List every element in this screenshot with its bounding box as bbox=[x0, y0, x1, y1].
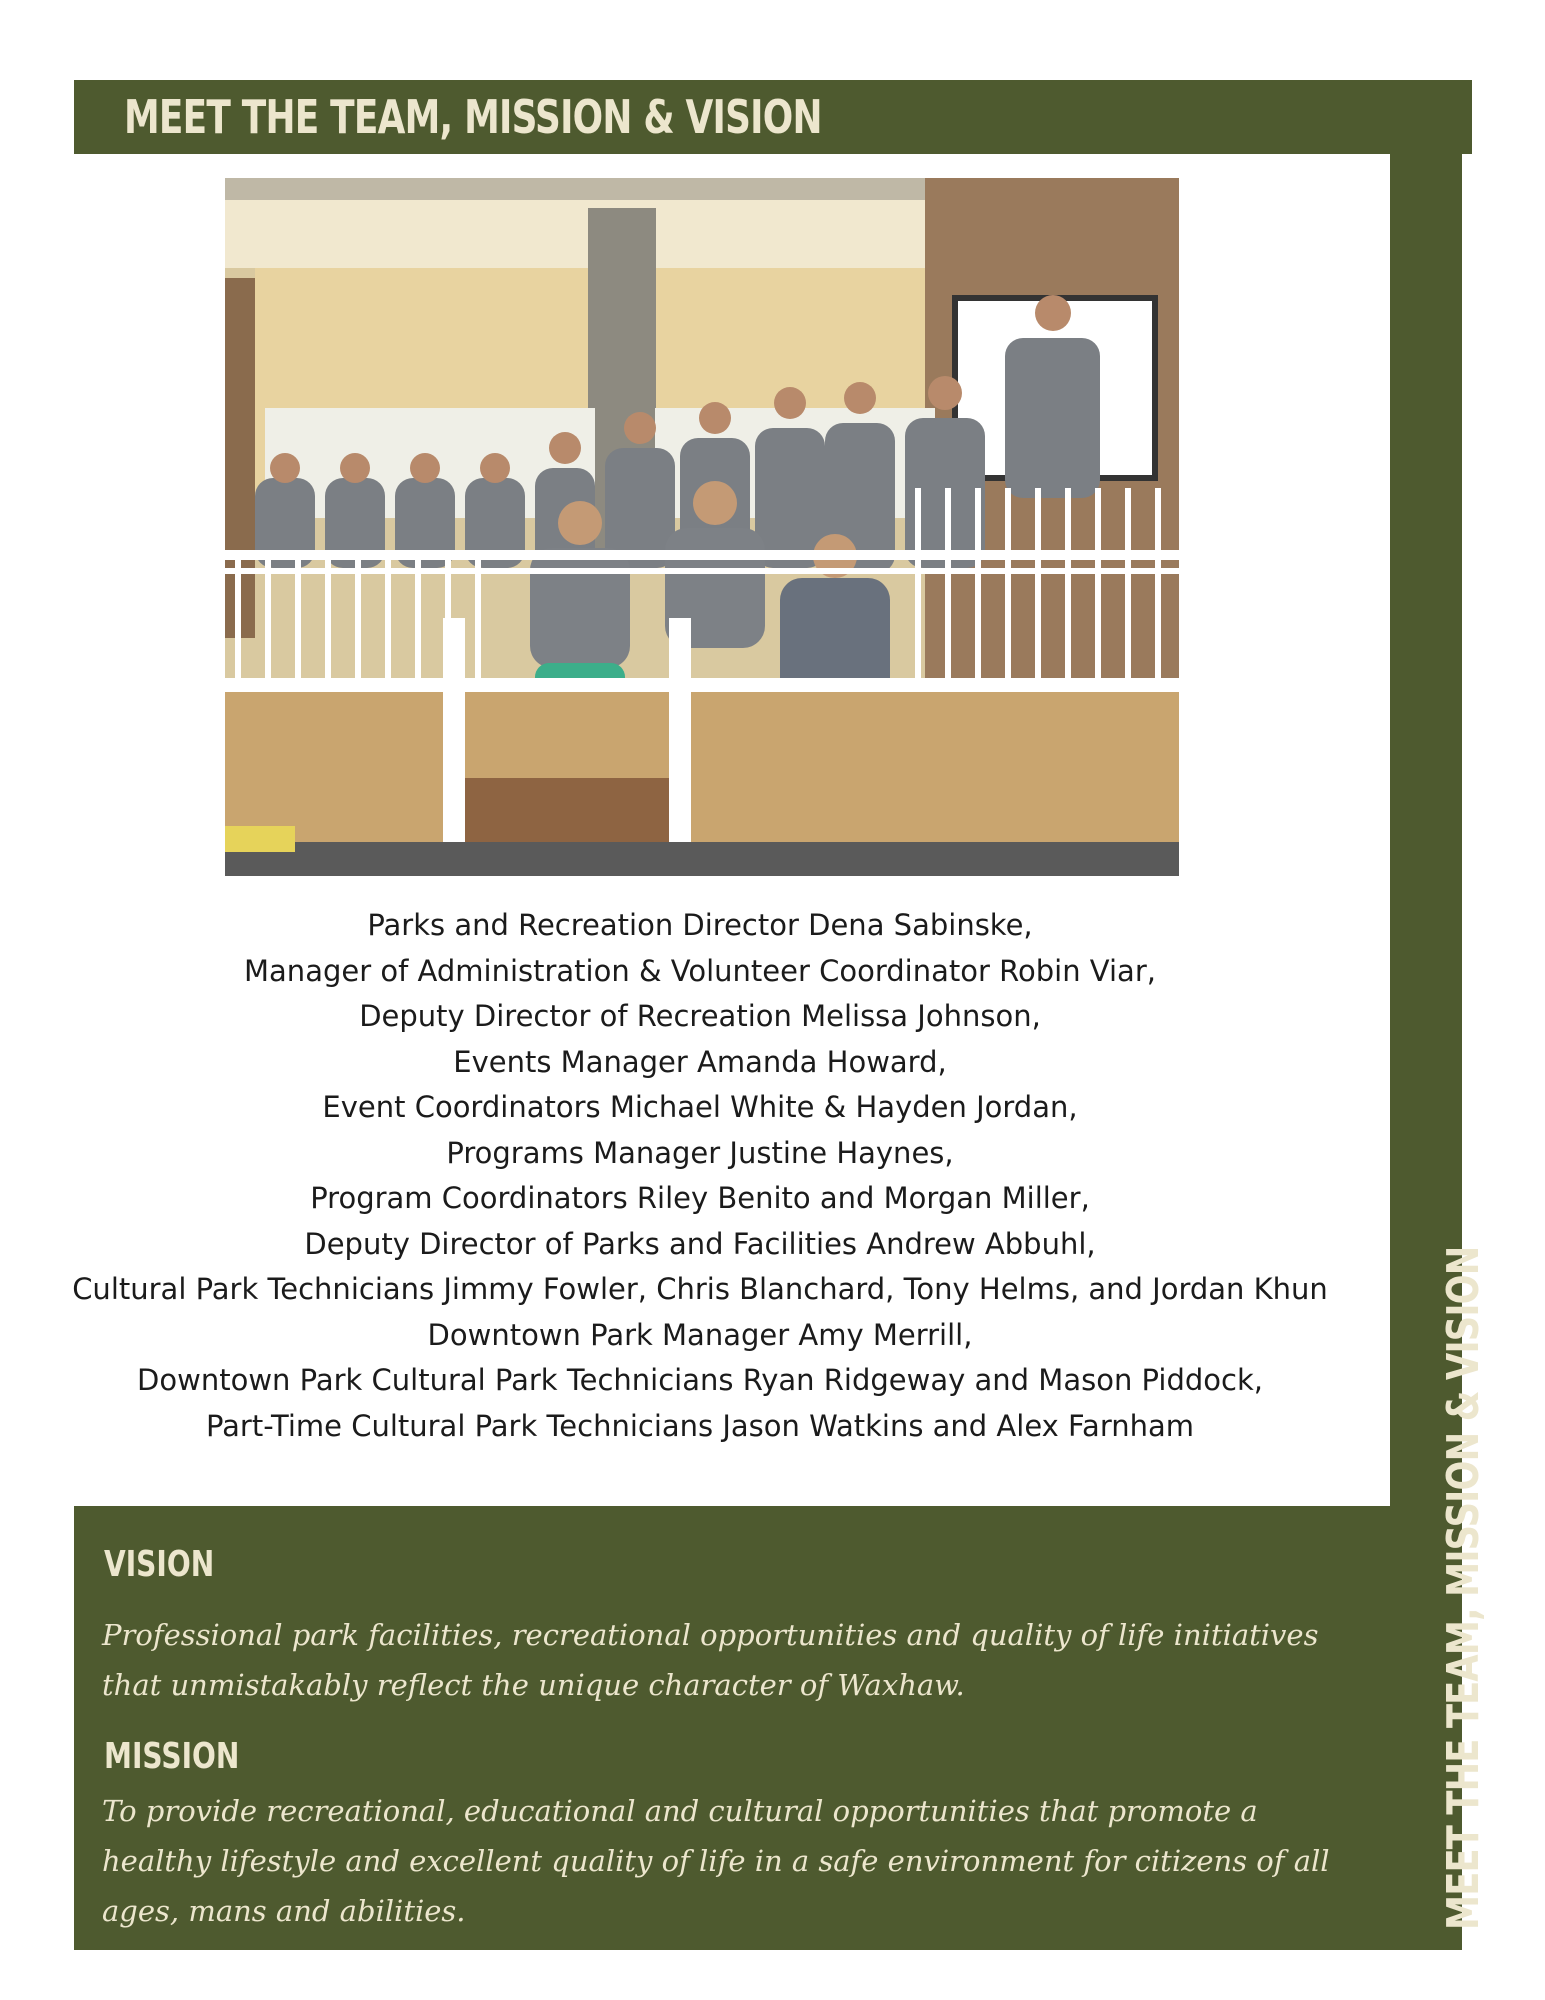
team-name-line: Deputy Director of Recreation Melissa Johnson, bbox=[359, 999, 1041, 1033]
team-name-line: Events Manager Amanda Howard, bbox=[453, 1044, 947, 1079]
header-bar bbox=[74, 80, 1472, 154]
team-name-line: Downtown Park Manager Amy Merrill, bbox=[427, 1317, 973, 1352]
team-name-line: Event Coordinators Michael White & Hayden Jordan, bbox=[322, 1090, 1078, 1124]
mission-heading: MISSION bbox=[104, 1736, 240, 1777]
page-title: MEET THE TEAM, MISSION & VISION bbox=[124, 90, 822, 144]
vision-text: Professional park facilities, recreational opportunities and quality of life initiatives that unmistakably reflect the unique character of Waxhaw. bbox=[102, 1618, 1319, 1702]
team-name-line: Downtown Park Cultural Park Technicians Ryan Ridgeway and Mason Piddock, bbox=[137, 1363, 1263, 1397]
vision-heading: VISION bbox=[104, 1544, 215, 1585]
team-name-line: Parks and Recreation Director Dena Sabinske, bbox=[367, 908, 1033, 942]
side-title-text: MEET THE TEAM, MISSION & VISION bbox=[1438, 1246, 1489, 1930]
team-name-line: Manager of Administration & Volunteer Coordinator Robin Viar, bbox=[244, 953, 1156, 988]
team-name-line: Deputy Director of Parks and Facilities Andrew Abbuhl, bbox=[304, 1226, 1096, 1261]
team-name-line: Cultural Park Technicians Jimmy Fowler, Chris Blanchard, Tony Helms, and Jordan Khun bbox=[72, 1272, 1328, 1306]
team-name-line: Program Coordinators Riley Benito and Morgan Miller, bbox=[310, 1181, 1090, 1215]
vision-mission-box bbox=[74, 1506, 1390, 1950]
team-name-line: Programs Manager Justine Haynes, bbox=[446, 1135, 954, 1170]
team-name-line: Part-Time Cultural Park Technicians Jason Watkins and Alex Farnham bbox=[205, 1408, 1195, 1443]
team-photo-illustration bbox=[225, 178, 1179, 876]
side-title bbox=[1438, 1076, 1489, 1930]
team-photo bbox=[225, 178, 1179, 876]
team-names bbox=[0, 903, 1400, 1449]
mission-text: To provide recreational, educational and cultural opportunities that promote a healthy lifestyle and excellent quality of life in a safe environment for citizens of all ages, mans and abilities. bbox=[102, 1794, 1330, 1928]
